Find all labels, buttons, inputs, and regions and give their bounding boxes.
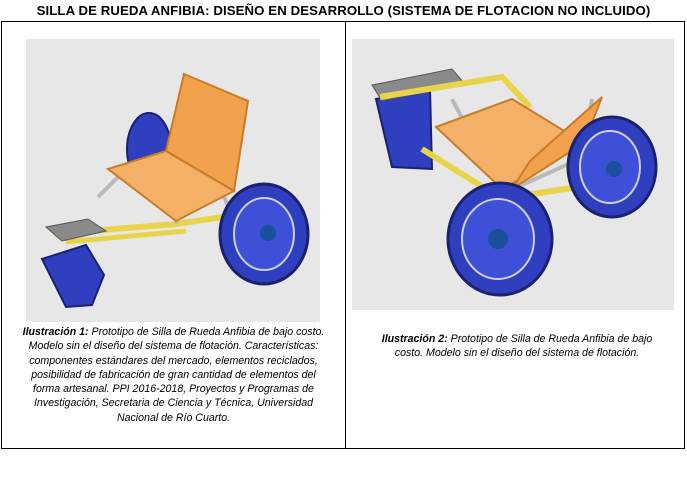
figure-cell-1 <box>2 22 346 449</box>
front-caster <box>42 245 104 307</box>
wheelchair-illustration-1 <box>26 39 320 322</box>
caption-line: Modelo sin el diseño del sistema de flotación. Características: <box>28 340 319 353</box>
page-title: SILLA DE RUEDA ANFIBIA: DISEÑO EN DESARROLLO (SISTEMA DE FLOTACION NO INCLUIDO) <box>36 3 651 18</box>
wheelchair-render-2 <box>352 39 674 310</box>
caption-line: Investigación, Secretaria de Ciencia y Técnica, Universidad <box>33 397 314 410</box>
wheelchair-illustration-2 <box>352 39 674 310</box>
caption-label-2: Ilustración 2: <box>381 333 448 345</box>
wheel-hub <box>606 161 622 177</box>
wheelchair-render-1 <box>26 39 320 322</box>
caption-line: posibilidad de fabricación de gran cantidad de elementos del <box>31 368 316 381</box>
figure-cell-2 <box>346 22 685 449</box>
wheel-hub <box>488 229 508 249</box>
caption-line: Prototipo de Silla de Rueda Anfibia de bajo costo. <box>88 326 325 338</box>
caption-line: Nacional de Río Cuarto. <box>116 411 231 424</box>
caption-label-1: Ilustración 1: <box>22 326 89 338</box>
caption-line: Prototipo de Silla de Rueda Anfibia de bajo <box>447 333 653 345</box>
caption-line: costo. Modelo sin el diseño del sistema de flotación. <box>394 347 640 360</box>
figure-caption-1 <box>6 325 341 425</box>
front-caster <box>376 89 432 169</box>
figure-caption-2 <box>352 332 682 361</box>
figure-table <box>1 21 685 449</box>
wheel-hub <box>260 225 276 241</box>
caption-line: componentes estándares del mercado, elementos reciclados, <box>29 354 318 367</box>
caption-line: forma artesanal. PPI 2016-2018, Proyectos y Programas de <box>33 383 314 396</box>
